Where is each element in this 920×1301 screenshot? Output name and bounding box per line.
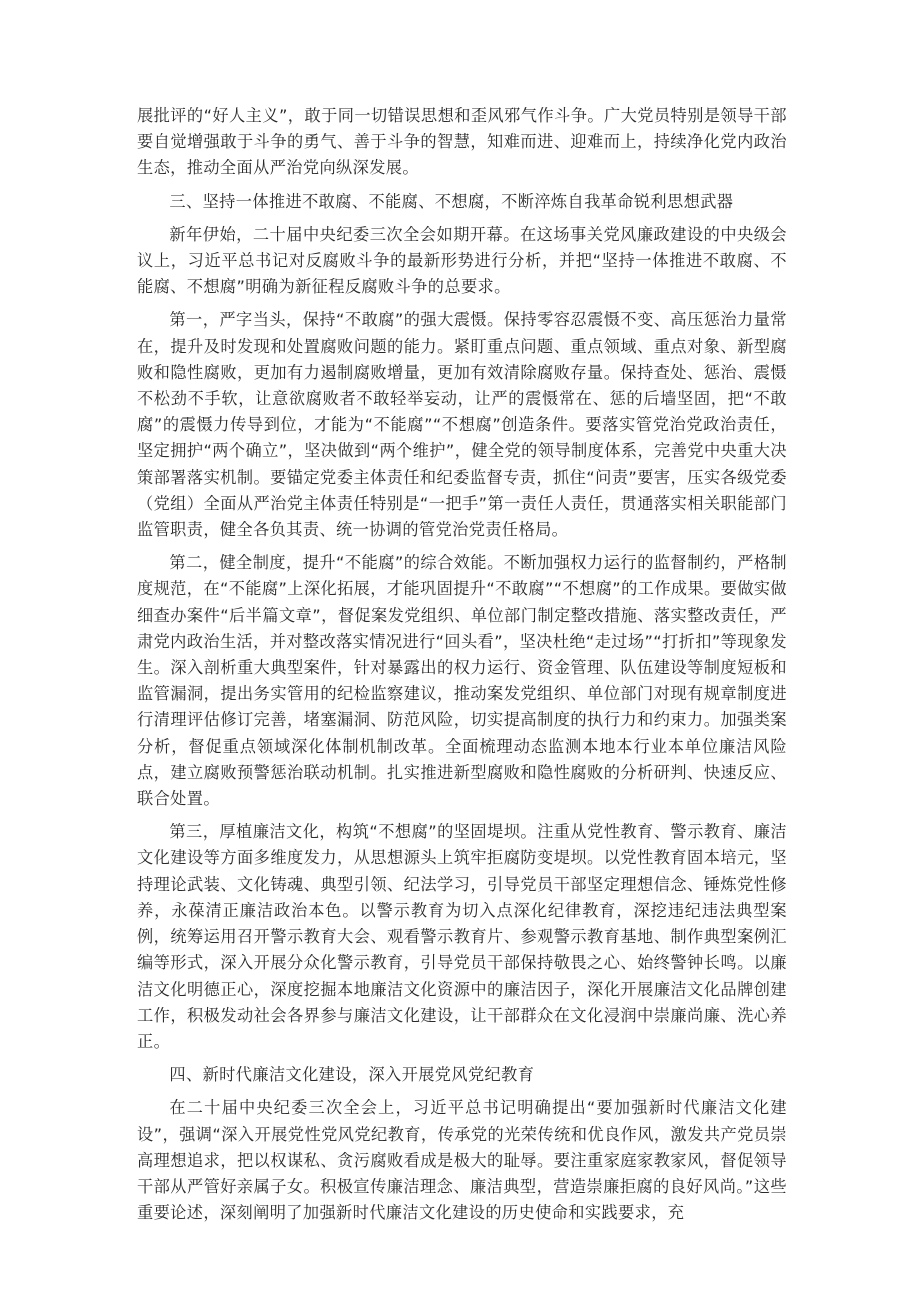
paragraph: 在二十届中央纪委三次全会上，习近平总书记明确提出“要加强新时代廉洁文化建设”，强调“深入开展党性党风党纪教育，传承党的光荣传统和优良作风，激发共产党员崇高理想追求，把以权谋私、贪污腐败看成是极大的耻辱。要注重家庭家教家风，督促领导干部从严管好亲属子女。积极宣传廉洁理念、廉洁典型，营造崇廉拒腐的良好风尚。”这些重要论述，深刻阐明了加强新时代廉洁文化建设的历史使命和实践要求，充 <box>137 1098 787 1223</box>
section-heading-three: 三、坚持一体推进不敢腐、不能腐、不想腐，不断淬炼自我革命锐利思想武器 <box>169 191 734 211</box>
paragraph-continuation: 展批评的“好人主义”，敢于同一切错误思想和歪风邪气作斗争。广大党员特别是领导干部要自觉增强敢于斗争的勇气、善于斗争的智慧，知难而进、迎难而上，持续净化党内政治生态，推动全面从严治党向纵深发展。 <box>137 106 787 178</box>
paragraph: 新年伊始，二十届中央纪委三次全会如期开幕。在这场事关党风廉政建设的中央级会议上，习近平总书记对反腐败斗争的最新形势进行分析，并把“坚持一体推进不敢腐、不能腐、不想腐”明确为新征程反腐败斗争的总要求。 <box>137 224 787 297</box>
paragraph: 第二，健全制度，提升“不能腐”的综合效能。不断加强权力运行的监督制约，严格制度规范，在“不能腐”上深化拓展，才能巩固提升“不敢腐”“不想腐”的工作成果。要做实做细查办案件“后半篇文章”，督促案发党组织、单位部门制定整改措施、落实整改责任，严肃党内政治生活，并对整改落实情况进行“回头看”，坚决杜绝“走过场”“打折扣”等现象发生。深入剖析重大典型案件，针对暴露出的权力运行、资金管理、队伍建设等制度短板和监管漏洞，提出务实管用的纪检监察建议，推动案发党组织、单位部门对现有规章制度进行清理评估修订完善，堵塞漏洞、防范风险，切实提高制度的执行力和约束力。加强类案分析，督促重点领域深化体制机制改革。全面梳理动态监测本地本行业本单位廉洁风险点，建立腐败预警惩治联动机制。扎实推进新型腐败和隐性腐败的分析研判、快速反应、联合处置。 <box>137 553 787 809</box>
paragraph: 第三，厚植廉洁文化，构筑“不想腐”的坚固堤坝。注重从党性教育、警示教育、廉洁文化建设等方面多维度发力，从思想源头上筑牢拒腐防变堤坝。以党性教育固本培元，坚持理论武装、文化铸魂、典型引领、纪法学习，引导党员干部坚定理想信念、锤炼党性修养，永葆清正廉洁政治本色。以警示教育为切入点深化纪律教育，深挖违纪违法典型案例，统筹运用召开警示教育大会、观看警示教育片、参观警示教育基地、制作典型案例汇编等形式，深入开展分众化警示教育，引导党员干部保持敬畏之心、始终警钟长鸣。以廉洁文化明德正心，深度挖掘本地廉洁文化资源中的廉洁因子，深化开展廉洁文化品牌创建工作，积极发动社会各界参与廉洁文化建设，让干部群众在文化浸润中崇廉尚廉、洗心养正。 <box>137 822 787 1051</box>
document-body <box>137 103 787 1233</box>
section-heading-four: 四、新时代廉洁文化建设，深入开展党风党纪教育 <box>169 1065 535 1085</box>
paragraph: 第一，严字当头，保持“不敢腐”的强大震慑。保持零容忍震慑不变、高压惩治力量常在，提升及时发现和处置腐败问题的能力。紧盯重点问题、重点领域、重点对象、新型腐败和隐性腐败，更加有力遏制腐败增量，更加有效清除腐败存量。保持查处、惩治、震慑不松劲不手软，让意欲腐败者不敢轻举妄动，让严的震慑常在、惩的后墙坚固，把“不敢腐”的震慑力传导到位，才能为“不能腐”“不想腐”创造条件。要落实管党治党政治责任，坚定拥护“两个确立”，坚决做到“两个维护”，健全党的领导制度体系，完善党中央重大决策部署落实机制。要锚定党委主体责任和纪委监督专责，抓住“问责”要害，压实各级党委（党组）全面从严治党主体责任特别是“一把手”第一责任人责任，贯通落实相关职能部门监管职责，健全各负其责、统一协调的管党治党责任格局。 <box>137 310 787 540</box>
